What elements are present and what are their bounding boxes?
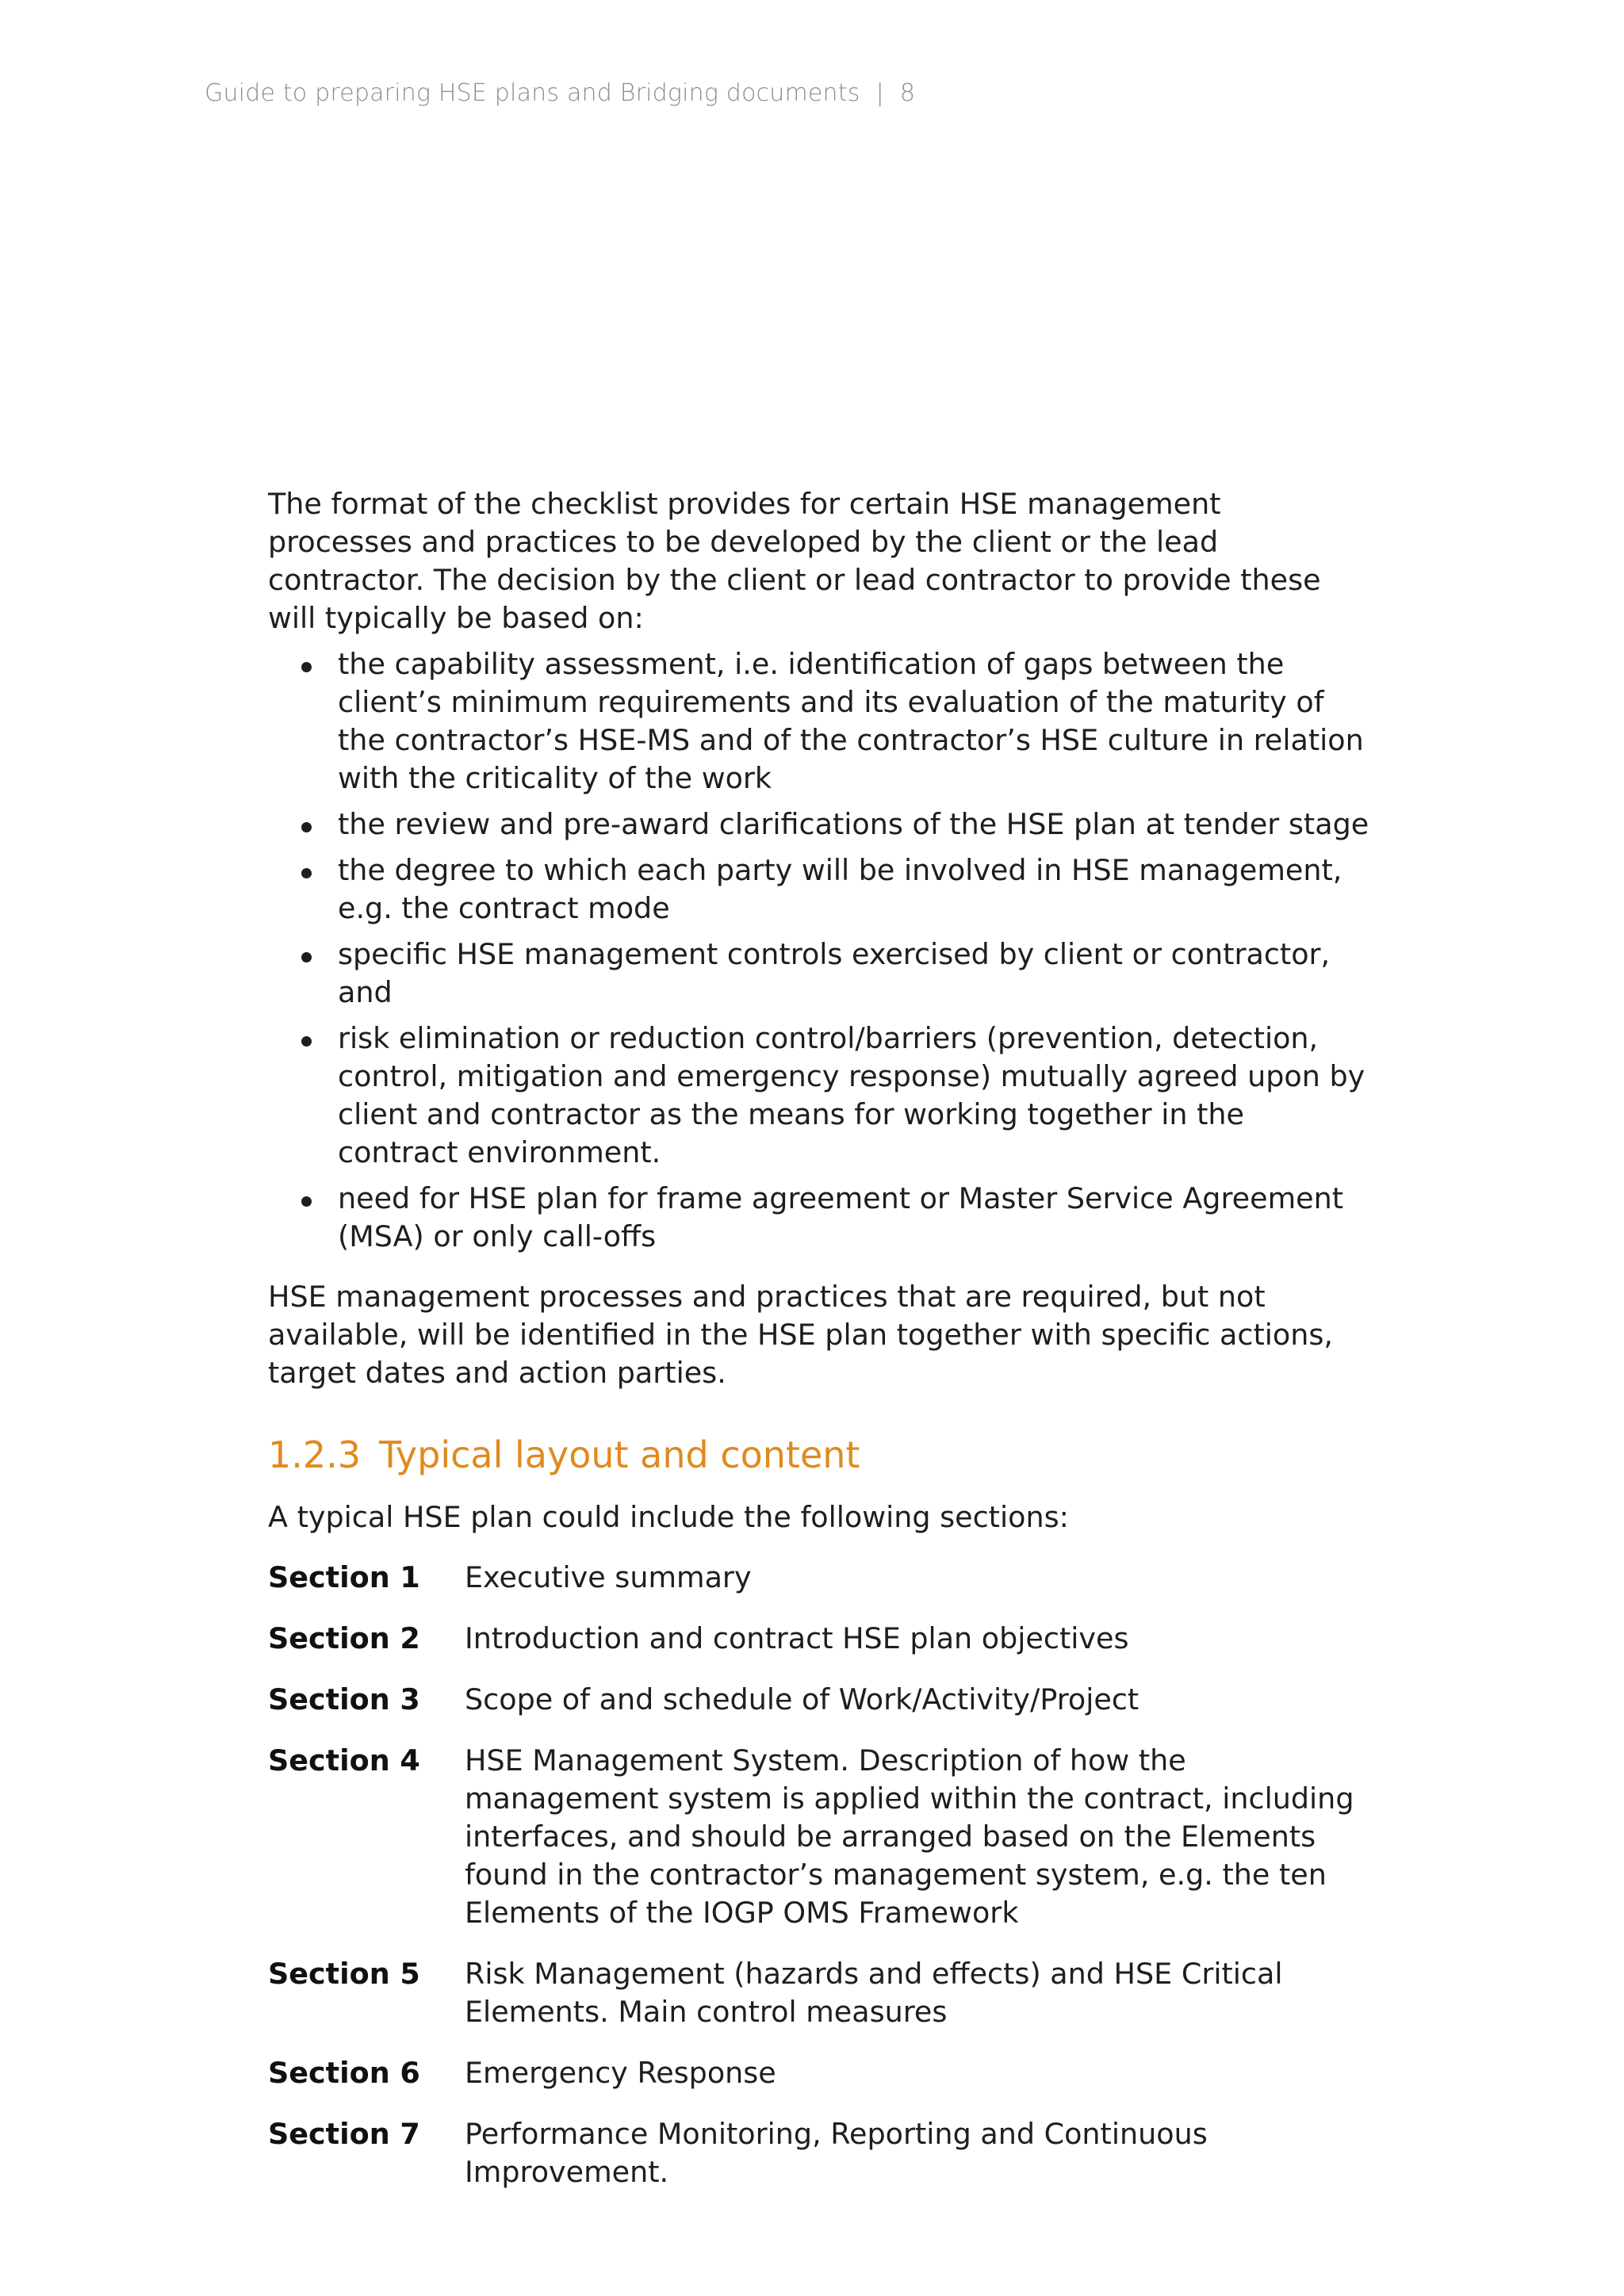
section-description: Executive summary xyxy=(465,1560,752,1594)
sections-intro: A typical HSE plan could include the following sections: xyxy=(268,1500,1069,1534)
header-separator: | xyxy=(875,79,884,107)
bullet-item xyxy=(268,936,1372,1012)
section-label: Section 5 xyxy=(268,1957,420,1991)
section-row xyxy=(268,1955,1372,2031)
section-row xyxy=(268,1559,1372,1597)
section-row xyxy=(268,2054,1372,2092)
closing-paragraph: HSE management processes and practices that are required, but not available, will be identified in the HSE plan together with specific actions, target dates and action parties. xyxy=(268,1280,1333,1390)
section-row xyxy=(268,1620,1372,1658)
bullet-text: need for HSE plan for frame agreement or Master Service Agreement (MSA) or only call-offs xyxy=(338,1181,1344,1253)
bullet-icon xyxy=(301,662,312,672)
section-label: Section 7 xyxy=(268,2117,420,2151)
bullet-item xyxy=(268,851,1372,928)
bullet-text: the degree to which each party will be involved in HSE management, e.g. the contract mode xyxy=(338,853,1342,925)
bullet-item xyxy=(268,806,1372,844)
bullet-icon xyxy=(301,868,312,878)
section-description: Scope of and schedule of Work/Activity/Project xyxy=(465,1682,1139,1716)
bullet-text: risk elimination or reduction control/barriers (prevention, detection, control, mitigation and emergency response) mutually agreed upon by client and contractor as the means for working together in the contract environment. xyxy=(338,1021,1365,1169)
section-label: Section 1 xyxy=(268,1560,420,1594)
section-heading-number: 1.2.3 xyxy=(268,1433,362,1476)
document-title: Guide to preparing HSE plans and Bridging documents xyxy=(205,79,860,107)
section-label: Section 4 xyxy=(268,1743,420,1777)
bullet-text: the capability assessment, i.e. identification of gaps between the client’s minimum requirements and its evaluation of the maturity of the contractor’s HSE-MS and of the contractor’s HSE culture in relation with the criticality of the work xyxy=(338,647,1364,795)
section-heading xyxy=(268,1432,1372,1478)
section-row xyxy=(268,2115,1372,2191)
section-row xyxy=(268,1742,1372,1932)
bullet-icon xyxy=(301,1196,312,1207)
bullet-item xyxy=(268,645,1372,798)
running-header xyxy=(205,78,915,109)
section-description: Risk Management (hazards and effects) and HSE Critical Elements. Main control measures xyxy=(465,1957,1283,2029)
section-label: Section 6 xyxy=(268,2056,420,2090)
section-description: HSE Management System. Description of how the management system is applied within the contract, including interfaces, and should be arranged based on the Elements found in the contractor’s management system, e.g. the ten Elements of the IOGP OMS Framework xyxy=(465,1743,1354,1930)
bullet-text: the review and pre-award clarifications of the HSE plan at tender stage xyxy=(338,807,1369,841)
section-label: Section 2 xyxy=(268,1621,420,1655)
intro-paragraph: The format of the checklist provides for certain HSE management processes and practices to be developed by the client or the lead contractor. The decision by the client or lead contractor to provide these will typically be based on: xyxy=(268,487,1321,635)
bullet-icon xyxy=(301,822,312,832)
bullet-icon xyxy=(301,952,312,962)
section-description: Introduction and contract HSE plan objectives xyxy=(465,1621,1129,1655)
section-heading-title: Typical layout and content xyxy=(379,1433,860,1476)
section-description: Performance Monitoring, Reporting and Continuous Improvement. xyxy=(465,2117,1208,2189)
bullet-item xyxy=(268,1020,1372,1172)
section-label: Section 3 xyxy=(268,1682,420,1716)
section-description: Emergency Response xyxy=(465,2056,776,2090)
sections-list xyxy=(268,1559,1372,2191)
bullet-text: specific HSE management controls exercised by client or contractor, and xyxy=(338,937,1331,1009)
page-number: 8 xyxy=(899,79,916,107)
page-content xyxy=(268,485,1372,2214)
section-row xyxy=(268,1681,1372,1719)
bullet-icon xyxy=(301,1036,312,1047)
criteria-bullet-list xyxy=(268,645,1372,1256)
bullet-item xyxy=(268,1180,1372,1256)
